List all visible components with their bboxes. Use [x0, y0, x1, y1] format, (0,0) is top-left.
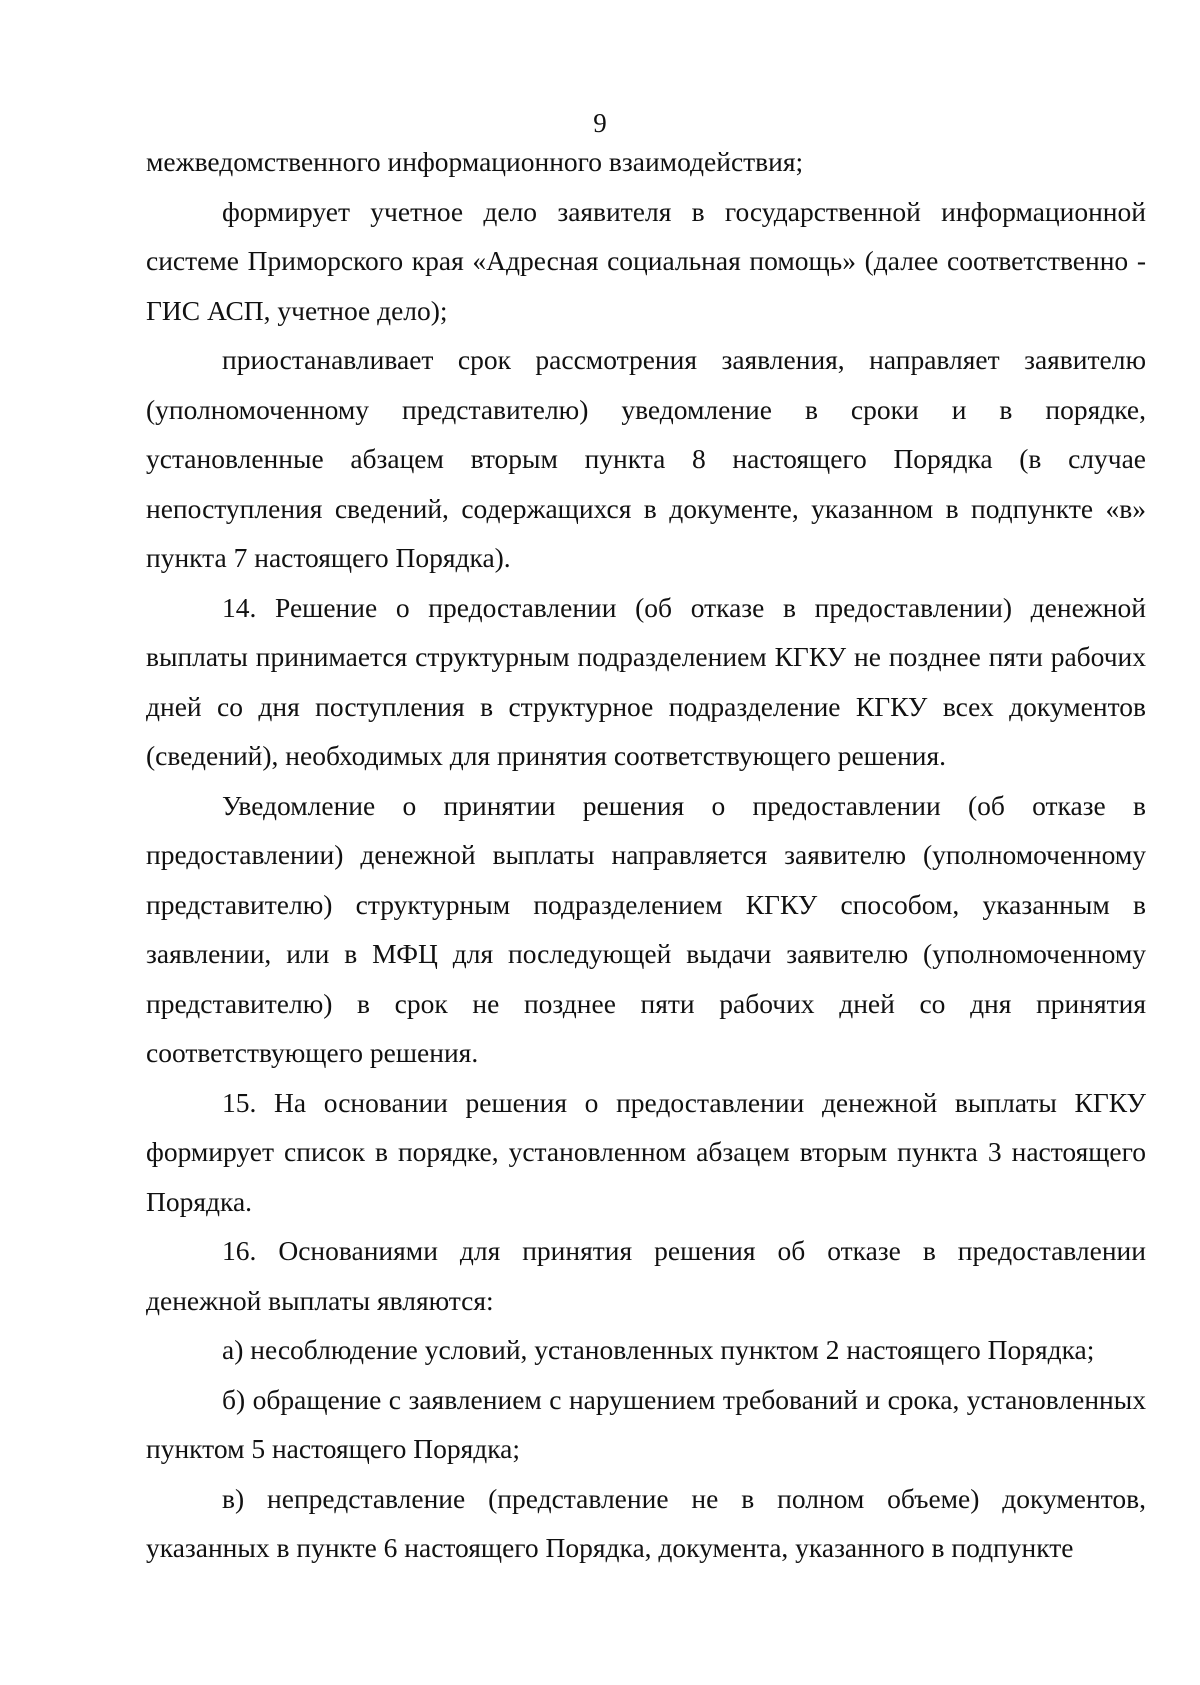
- page-number: 9: [593, 108, 607, 138]
- document-body: [146, 137, 1146, 1573]
- paragraph-notification: Уведомление о принятии решения о предоставлении (об отказе в предоставлении) денежной выплаты направляется заявителю (уполномоченному представителю) структурным подразделением КГКУ способом, указанным в заявлении, или в МФЦ для последующей выдачи заявителю (уполномоченному представителю) в срок не позднее пяти рабочих дней со дня принятия соответствующего решения.: [146, 789, 1146, 1068]
- paragraph-item-16-a: а) несоблюдение условий, установленных пунктом 2 настоящего Порядка;: [222, 1334, 1095, 1365]
- paragraph-suspension: приостанавливает срок рассмотрения заявления, направляет заявителю (уполномоченному представителю) уведомление в сроки и в порядке, установленные абзацем вторым пункта 8 настоящего Порядка (в случае непоступления сведений, содержащихся в документе, указанном в подпункте «в» пункта 7 настоящего Порядка).: [146, 344, 1146, 573]
- paragraph-account-file: формирует учетное дело заявителя в государственной информационной системе Приморского края «Адресная социальная помощь» (далее соответственно - ГИС АСП, учетное дело);: [146, 195, 1146, 326]
- paragraph-item-16: 16. Основаниями для принятия решения об отказе в предоставлении денежной выплаты являются:: [146, 1235, 1146, 1316]
- paragraph-item-16-v: в) непредставление (представление не в полном объеме) документов, указанных в пункте 6 настоящего Порядка, документа, указанного в подпункте: [146, 1482, 1146, 1563]
- paragraph-item-14: 14. Решение о предоставлении (об отказе в предоставлении) денежной выплаты принимается структурным подразделением КГКУ не позднее пяти рабочих дней со дня поступления в структурное подразделение КГКУ всех документов (сведений), необходимых для принятия соответствующего решения.: [146, 591, 1146, 771]
- paragraph-item-16-b: б) обращение с заявлением с нарушением требований и срока, установленных пунктом 5 настоящего Порядка;: [146, 1383, 1146, 1464]
- paragraph-item-15: 15. На основании решения о предоставлении денежной выплаты КГКУ формирует список в порядке, установленном абзацем вторым пункта 3 настоящего Порядка.: [146, 1086, 1146, 1217]
- paragraph-continuation: межведомственного информационного взаимодействия;: [146, 146, 804, 177]
